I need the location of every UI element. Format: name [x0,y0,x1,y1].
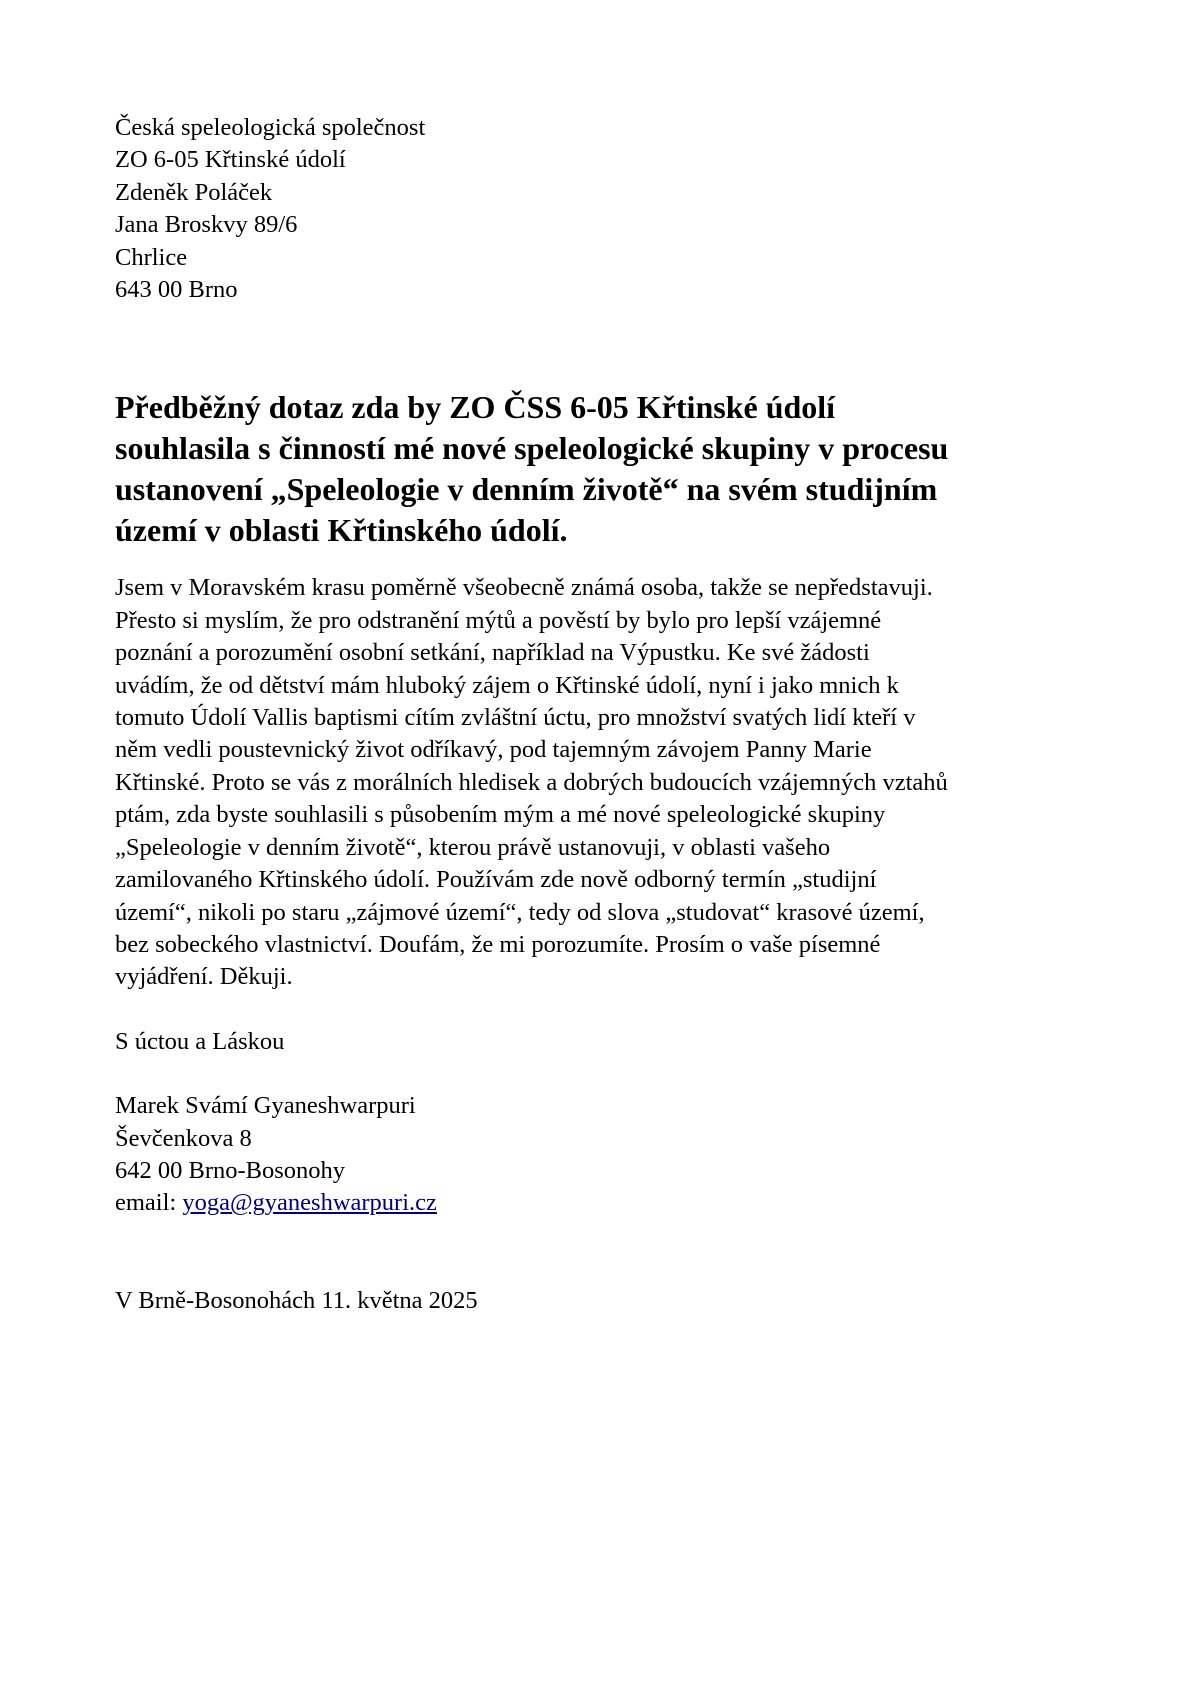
letter-date: V Brně-Bosonohách 11. května 2025 [115,1286,478,1314]
subject-line: souhlasila s činností mé nové speleologické skupiny v procesu [115,430,949,467]
recipient-organization: Česká speleologická společnost [115,114,426,141]
body-line: vyjádření. Děkuji. [115,963,293,991]
letter-page [115,112,1095,1317]
email-link[interactable]: yoga@gyaneshwarpuri.cz [182,1189,437,1217]
recipient-address [115,112,1095,306]
email-label: email: [115,1189,183,1217]
body-line: poznání a porozumění osobní setkání, například na Výpustku. Ke své žádosti [115,639,870,667]
body-line: bez sobeckého vlastnictví. Doufám, že mi porozumíte. Prosím o vaše písemné [115,930,881,958]
body-line: Jsem v Moravském krasu poměrně všeobecně známá osoba, takže se nepředstavuji. [115,574,933,602]
recipient-street: Jana Broskvy 89/6 [115,211,298,239]
body-line: tomuto Údolí Vallis baptismi cítím zvláštní úctu, pro množství svatých lidí kteří v [115,704,916,732]
recipient-branch: ZO 6-05 Křtinské údolí [115,146,346,174]
recipient-city: 643 00 Brno [115,276,238,304]
body-line: „Speleologie v denním životě“, kterou právě ustanovuji, v oblasti vašeho [115,833,831,861]
sender-email-line [115,1187,1095,1219]
letter-body [115,572,1095,993]
sender-name: Marek Svámí Gyaneshwarpuri [115,1092,416,1120]
body-line: Přesto si myslím, že pro odstranění mýtů a pověstí by bylo pro lepší vzájemné [115,606,882,634]
subject-line: ustanovení „Speleologie v denním životě“ na svém studijním [115,471,938,508]
body-line: Křtinské. Proto se vás z morálních hledisek a dobrých budoucích vzájemných vztahů [115,768,948,796]
subject-line: území v oblasti Křtinského údolí. [115,512,568,549]
body-line: zamilovaného Křtinského údolí. Používám zde nově odborný termín „studijní [115,866,877,894]
sender-signature [115,1090,1095,1220]
body-line: uvádím, že od dětství mám hluboký zájem o Křtinské údolí, nyní i jako mnich k [115,671,899,699]
recipient-name: Zdeněk Poláček [115,178,273,206]
body-line: území“, nikoli po staru „zájmové území“, tedy od slova „studovat“ krasové území, [115,898,925,926]
subject-line: Předběžný dotaz zda by ZO ČSS 6-05 Křtinské údolí [115,389,836,426]
body-line: ptám, zda byste souhlasili s působením mým a mé nové speleologické skupiny [115,801,886,829]
letter-subject [115,387,1095,551]
sender-street: Ševčenkova 8 [115,1124,252,1152]
body-line: něm vedli poustevnický život odříkavý, pod tajemným závojem Panny Marie [115,736,872,764]
closing-salutation: S úctou a Láskou [115,1027,285,1055]
sender-city: 642 00 Brno-Bosonohy [115,1156,346,1184]
recipient-district: Chrlice [115,243,188,271]
